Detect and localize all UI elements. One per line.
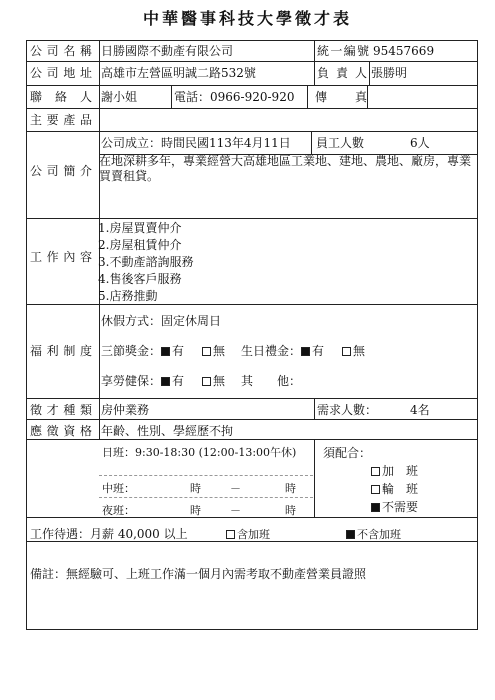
qualification-label: 應徵資格 xyxy=(30,424,92,438)
without-overtime-checkbox[interactable] xyxy=(346,530,355,539)
work-item: 4.售後客戶服務 xyxy=(98,272,182,286)
need-label: 需求人數： xyxy=(317,403,378,417)
bonus-row xyxy=(101,344,225,358)
birthday-no-checkbox[interactable] xyxy=(342,347,351,356)
founded-date: 公司成立：時間民國113年4月11日 xyxy=(101,136,291,150)
staff-label: 員工人數 xyxy=(316,136,365,150)
bonus-yes-checkbox[interactable] xyxy=(161,347,170,356)
salary: 工作待遇：月薪 40,000 以上 xyxy=(30,527,188,541)
fax-label: 傳真 xyxy=(315,90,367,104)
phone: 電話：0966-920-920 xyxy=(174,90,295,104)
contact: 謝小姐 xyxy=(101,90,138,104)
overtime-checkbox[interactable] xyxy=(371,467,380,476)
not-required-label: 不需要 xyxy=(382,500,419,514)
insurance-label: 享勞健保： xyxy=(101,374,162,388)
birthday-row xyxy=(241,344,365,358)
work-label: 工作內容 xyxy=(30,250,92,264)
salary-without-overtime xyxy=(346,528,401,542)
birthday-yes-label: 有 xyxy=(312,344,325,358)
bonus-yes-label: 有 xyxy=(172,344,185,358)
welfare-label: 福利制度 xyxy=(30,344,92,358)
form-title: 中華醫事科技大學徵才表 xyxy=(142,9,352,28)
coop-none xyxy=(371,500,418,514)
owner-label: 負責人 xyxy=(317,66,367,80)
coop-label: 須配合： xyxy=(323,446,372,460)
birthday-no-label: 無 xyxy=(353,344,366,358)
mid-shift-dash: － xyxy=(230,482,241,495)
night-shift-dash: － xyxy=(230,504,241,517)
with-overtime-label: 含加班 xyxy=(237,528,270,541)
with-overtime-checkbox[interactable] xyxy=(226,530,235,539)
company-name-label: 公司名稱 xyxy=(30,44,92,58)
note: 備註：無經驗可、上班工作滿一個月內需考取不動產營業員證照 xyxy=(30,567,367,581)
address: 高雄市左營區明誠二路532號 xyxy=(101,66,256,80)
staff-count: 6人 xyxy=(410,136,430,150)
work-item: 5.店務推動 xyxy=(98,289,158,303)
day-shift: 日班：9:30-18:30 (12:00-13:00午休) xyxy=(102,446,297,459)
products-label: 主要產品 xyxy=(30,113,92,127)
qualification: 年齡、性別、學經歷不拘 xyxy=(101,424,234,438)
birthday-label: 生日禮金： xyxy=(241,344,302,358)
bonus-no-label: 無 xyxy=(213,344,226,358)
tax-id-label: 統一編號 xyxy=(317,44,369,58)
rotation-checkbox[interactable] xyxy=(371,485,380,494)
night-shift-to: 時 xyxy=(285,504,296,517)
work-item: 2.房屋租賃仲介 xyxy=(98,238,182,252)
contact-label: 聯絡人 xyxy=(30,90,92,104)
insurance-yes-checkbox[interactable] xyxy=(161,377,170,386)
company-name: 日勝國際不動產有限公司 xyxy=(101,44,234,58)
without-overtime-label: 不含加班 xyxy=(357,528,401,541)
birthday-yes-checkbox[interactable] xyxy=(301,347,310,356)
not-required-checkbox[interactable] xyxy=(371,503,380,512)
insurance-no-label: 無 xyxy=(213,374,226,388)
insurance-yes-label: 有 xyxy=(172,374,185,388)
tax-id: 95457669 xyxy=(373,44,435,58)
mid-shift-to: 時 xyxy=(285,482,296,495)
intro-text: 在地深耕多年，專業經營大高雄地區工業地、建地、農地、廠房，專業買賣租貸。 xyxy=(99,154,472,183)
work-item: 3.不動產諮詢服務 xyxy=(98,255,194,269)
rotation-label: 輪 班 xyxy=(382,482,419,496)
bonus-no-checkbox[interactable] xyxy=(202,347,211,356)
owner: 張勝明 xyxy=(371,66,408,80)
coop-rotation xyxy=(371,482,418,496)
mid-shift-from: 時 xyxy=(190,482,201,495)
insurance-no-checkbox[interactable] xyxy=(202,377,211,386)
night-shift-label: 夜班： xyxy=(102,504,135,517)
overtime-label: 加 班 xyxy=(382,464,419,478)
work-items xyxy=(98,220,193,305)
mid-shift-label: 中班： xyxy=(102,482,135,495)
salary-with-overtime xyxy=(226,528,270,542)
intro-label: 公司簡介 xyxy=(30,164,92,178)
bonus-label: 三節獎金： xyxy=(101,344,162,358)
insurance-row xyxy=(101,374,225,388)
recruit-label: 徵才種類 xyxy=(30,403,92,417)
recruit-type: 房仲業務 xyxy=(101,403,150,417)
night-shift-from: 時 xyxy=(190,504,201,517)
coop-overtime xyxy=(371,464,418,478)
need-count: 4名 xyxy=(410,403,430,417)
address-label: 公司地址 xyxy=(30,66,92,80)
other-label: 其 他： xyxy=(241,374,302,388)
work-item: 1.房屋買賣仲介 xyxy=(98,221,182,235)
leave-policy: 休假方式：固定休周日 xyxy=(101,314,222,328)
